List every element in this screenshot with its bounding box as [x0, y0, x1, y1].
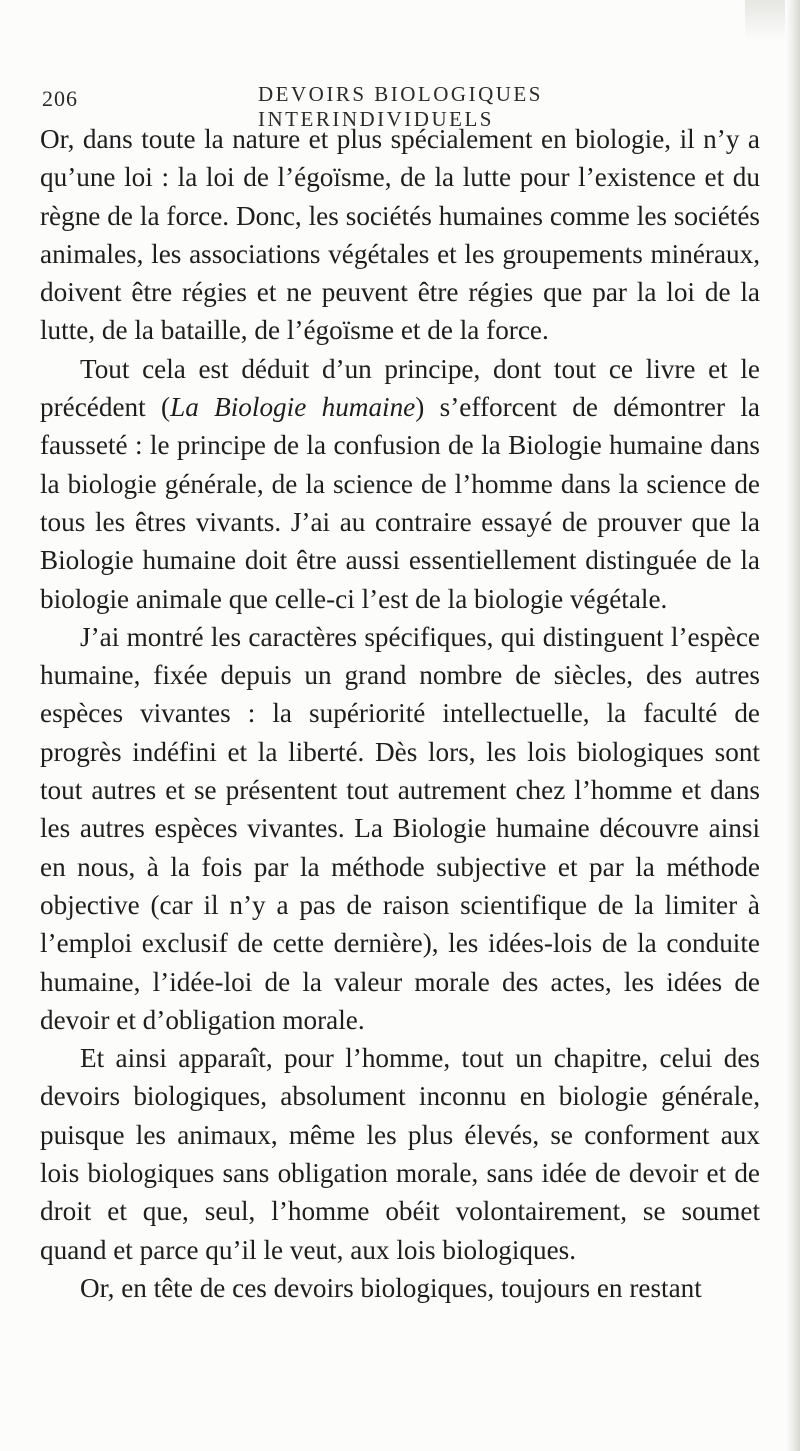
paragraph-3: J’ai montré les caractères spécifiques, qui distinguent l’espèce humaine, fixée depuis un grand nombre de siècles, des autres espèces vivantes : la supériorité intellectuelle, la faculté de progrès indéfini et la liberté. Dès lors, les lois biologiques sont tout autres et se présentent tout autrement chez l’homme et dans les autres espèces vivantes. La Biologie humaine découvre ainsi en nous, à la fois par la méthode subjective et par la méthode objective (car il n’y a pas de raison scientifique de la limiter à l’emploi exclusif de cette dernière), les idées-lois de la conduite humaine, l’idée-loi de la valeur morale des actes, les idées de devoir et d’obligation morale.: [40, 621, 760, 1035]
running-head: DEVOIRS BIOLOGIQUES INTERINDIVIDUELS: [258, 82, 543, 131]
page-edge-shadow: [786, 0, 800, 1451]
paragraph-2-after: ) s’efforcent de démontrer la fausseté : le principe de la confusion de la Biologie humaine dans la biologie générale, de la science de l’homme dans la science de tous les êtres vivants. J’ai au contraire essayé de prouver que la Biologie humaine doit être aussi essentiellement distinguée de la biologie animale que celle-ci l’est de la biologie végétale.: [40, 392, 760, 614]
paragraph-5: Or, en tête de ces devoirs biologiques, toujours en restant: [80, 1272, 702, 1303]
paragraph-2-before: Tout cela est déduit d’un principe, dont tout ce livre et le précédent (: [40, 353, 760, 423]
book-title: La Biologie humaine: [170, 392, 416, 423]
page-number: 206: [42, 86, 78, 111]
page-stain: [745, 0, 785, 40]
paragraph-2: [40, 350, 760, 618]
paragraph-4: Et ainsi apparaît, pour l’homme, tout un chapitre, celui des devoirs biologiques, absolument inconnu en biologie générale, puisque les animaux, même les plus élevés, se conforment aux lois biologiques sans obligation morale, sans idée de devoir et de droit et que, seul, l’homme obéit volontairement, se soumet quand et parce qu’il le veut, aux lois biologiques.: [40, 1043, 760, 1265]
body-text: [40, 120, 760, 1307]
paragraph-1: Or, dans toute la nature et plus spécialement en biologie, il n’y a qu’une loi : la loi de l’égoïsme, de la lutte pour l’existence et du règne de la force. Donc, les sociétés humaines comme les sociétés animales, les associations végétales et les groupements minéraux, doivent être régies et ne peuvent être régies que par la loi de la lutte, de la bataille, de l’égoïsme et de la force.: [40, 124, 760, 346]
